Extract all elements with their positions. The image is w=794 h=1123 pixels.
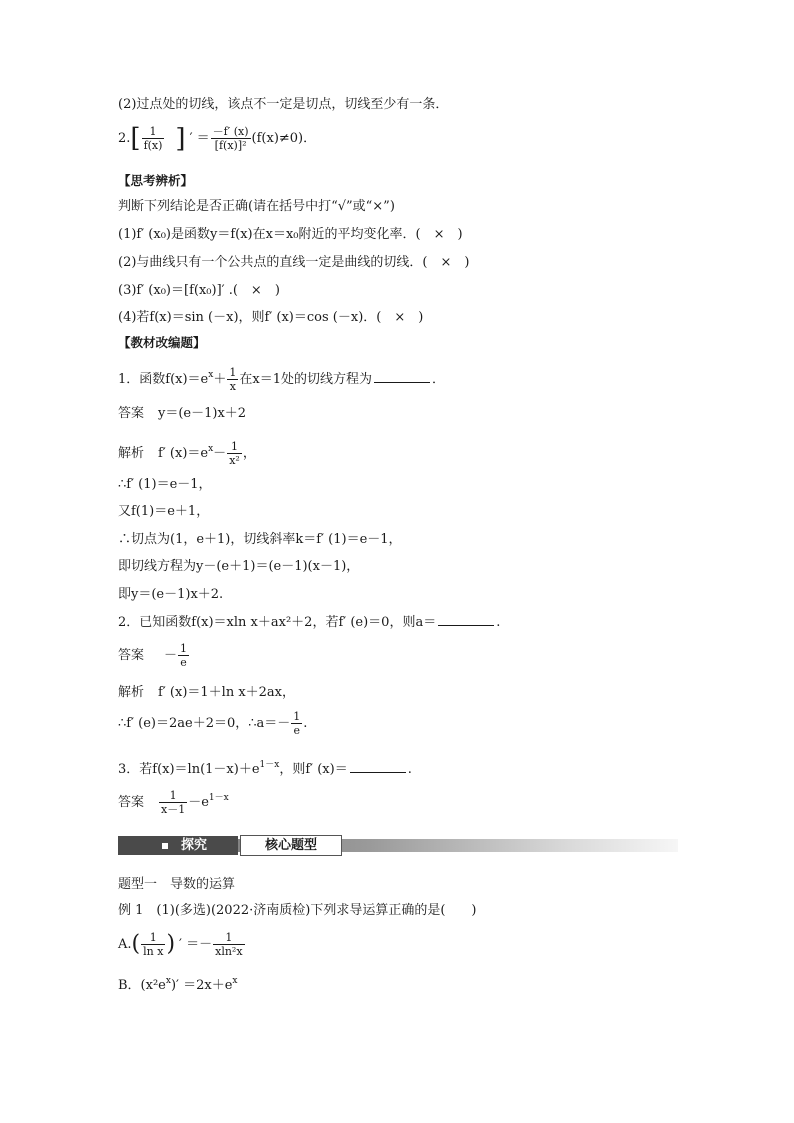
q2-answer-fraction: $\frac{1}{e}$ (180, 642, 188, 669)
intro-line: (2)过点处的切线，该点不一定是切点，切线至少有一条． (118, 97, 449, 112)
q1-analysis-fraction: $\frac{1}{\text{x²}}$ (229, 440, 240, 467)
q1-step-4: 即切线方程为y－(e＋1)＝(e－1)(x－1)， (118, 559, 360, 574)
q1-fraction: $\frac{1}{x}$ (229, 366, 237, 393)
q2-step-fraction: $\frac{1}{e}$ (293, 710, 301, 737)
section-banner (118, 834, 678, 856)
answer-blank (374, 370, 430, 383)
think-item-1: (1)f′ (x₀)是函数y＝f(x)在x＝x₀附近的平均变化率．( × ) (118, 227, 463, 242)
formula-lhs-fraction: $\frac{1}{f(x)}$ (143, 125, 163, 152)
bullet-square-icon (162, 843, 168, 849)
think-item-2: (2)与曲线只有一个公共点的直线一定是曲线的切线．( × ) (118, 255, 470, 270)
think-item-3: (3)f′ (x₀)＝[f(x₀)]′ .( × ) (118, 283, 280, 298)
q3-answer-fraction: $\frac{1}{x-1}$ (161, 789, 186, 816)
question-2: 2．已知函数f(x)＝xln x＋ax²＋2，若f′ (e)＝0，则a＝ . (118, 615, 501, 630)
q1-step-2: 又f(1)＝e＋1， (118, 504, 210, 519)
think-instruction: 判断下列结论是否正确(请在括号中打“√”或“×”) (118, 199, 395, 214)
formula-prime: ′ ＝ (189, 131, 210, 146)
think-item-4: (4)若f(x)＝sin (－x)，则f′ (x)＝cos (－x)．( × ) (118, 310, 424, 325)
question-3: 3．若$f(x)=\ln(1-x)+e^{1-x}$，则f′ (x)＝ . (118, 760, 412, 777)
q1-step-3: ∴切点为(1，e＋1)，切线斜率k＝f′ (1)＝e－1， (118, 532, 402, 547)
q1-analysis: 解析 f′ $(x)=e^x-$ $\frac{1}{\text{x²}}$ ， (118, 440, 256, 467)
banner-dark-tab (118, 836, 238, 855)
option-b: B．$(x^2e^x)' =2x+e^x$ (118, 976, 238, 993)
q1-step-1: ∴f′ (1)＝e－1， (118, 477, 212, 492)
answer-blank (438, 613, 494, 626)
q3-answer: 答案 $\frac{1}{x-1}$ $-e^{1-x}$ (118, 789, 229, 816)
derivative-formula: 2.[ $\frac{1}{f(x)}$ ] ′ ＝ $\frac{-f' (x)}{\text{[f(x)]²}}$ (f(x)≠0)． (118, 123, 317, 154)
q2-analysis: 解析 f′ (x)＝1＋ln x＋2ax， (118, 685, 296, 700)
textbook-heading: 【教材改编题】 (118, 335, 206, 350)
q2-step: ∴f′ (e)＝2ae＋2＝0，∴a＝－ $\frac{1}{e}$ . (118, 710, 308, 737)
option-a-rhs-fraction: $\frac{1}{\text{xln²x}}$ (215, 931, 243, 958)
section-title: 题型一 导数的运算 (118, 877, 236, 892)
formula-prefix: 2. (118, 131, 131, 146)
q1-answer: 答案 y＝(e－1)x＋2 (118, 406, 247, 421)
option-a: A.( $\frac{1}{\text{ln x}}$ ) ′ ＝－ $\frac{1}{\text{xln²x}}$ (118, 931, 243, 958)
option-a-inner-fraction: $\frac{1}{\text{ln x}}$ (143, 931, 164, 958)
formula-condition: (f(x)≠0)． (251, 131, 317, 146)
banner-left-label: 探究 (181, 838, 208, 853)
question-1: 1．函数$f(x)=e^x+$ $\frac{1}{x}$ 在x＝1处的切线方程为 ． (118, 366, 445, 393)
answer-blank (350, 760, 406, 773)
formula-rhs-fraction: $\frac{-f' (x)}{\text{[f(x)]²}}$ (212, 125, 249, 152)
q1-step-5: 即y＝(e－1)x＋2. (118, 587, 224, 602)
banner-right-label: 核心题型 (264, 838, 317, 853)
think-heading: 【思考辨析】 (118, 173, 194, 188)
q2-answer: 答案 － $\frac{1}{e}$ (118, 642, 188, 669)
example-1: 例 1 (1)(多选)(2022·济南质检)下列求导运算正确的是( ) (118, 903, 477, 918)
banner-light-tab (240, 835, 342, 856)
